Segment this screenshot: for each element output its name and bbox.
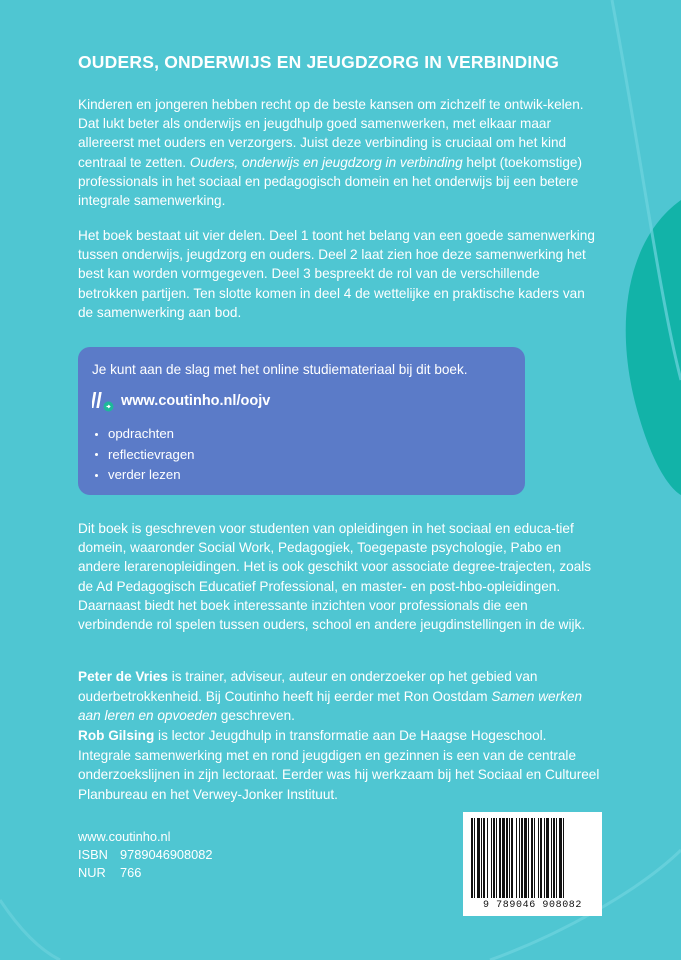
online-box-intro: Je kunt aan de slag met het online studiemateriaal bij dit boek. (92, 362, 468, 377)
audience-paragraph: Dit boek is geschreven voor studenten van opleidingen in het sociaal en educa-tief domein, waaronder Social Work, Pedagogiek, Toegepaste psychologie, Pabo en andere lerarenopleidingen. Het is ook geschikt voor associate degree-trajecten, zoals de Ad Pedagogisch Educatief Professional, en master- en post-hbo-opleidingen. Daarnaast biedt het boek interessante inzichten voor professionals die een verbindende rol spelen tussen ouders, school en andere jeugdinstellingen in de wijk. (78, 521, 592, 633)
online-material-list (92, 424, 511, 486)
barcode-bar (524, 818, 527, 898)
barcode-bar (556, 818, 557, 898)
bullet-icon (95, 433, 98, 436)
list-item: reflectievragen (92, 445, 511, 466)
list-item: verder lezen (92, 465, 511, 486)
barcode-bar (540, 818, 542, 898)
online-url-row[interactable] (92, 390, 511, 412)
barcode-bar (544, 818, 545, 898)
curve-line-top (612, 0, 681, 380)
barcode-bar (516, 818, 517, 898)
nur-row: NUR 766 (78, 864, 213, 882)
structure-paragraph: Het boek bestaat uit vier delen. Deel 1 toont het belang van een goede samenwerking tussen onderwijs, jeugdzorg en ouders. Deel 2 laat zien hoe deze samenwerking het best kan worden vormgegeven. Deel 3 bespreekt de rol van de verschillende betrokken partijen. Ten slotte komen in deel 4 de wettelijke en praktische kaders van de samenwerking aan bod. (78, 228, 595, 320)
barcode-bar (528, 818, 529, 898)
barcode-bar (509, 818, 510, 898)
author-name: Rob Gilsing (78, 728, 155, 743)
barcode-bar (493, 818, 495, 898)
page-title: OUDERS, ONDERWIJS EN JEUGDZORG IN VERBINDING (78, 52, 560, 72)
intro-text-part1: Kinderen en jongeren hebben recht op de beste kansen om zichzelf te ontwik-kelen. Dat lukt beter als onderwijs en jeugdhulp goed samenwerken, met elkaar maar allereerst met ouders en verzorgers. Juist deze verbinding is cruciaal om het kind centraal te zetten. (78, 97, 584, 170)
author-previous-work: Samen werken aan leren en opvoeden (78, 688, 583, 724)
barcode-bar (506, 818, 508, 898)
coutinho-logo-icon (92, 390, 114, 412)
nur-value: 766 (120, 865, 142, 881)
barcode-bar (487, 818, 488, 898)
barcode-digits: 9 789046 908082 (482, 900, 582, 911)
isbn-value: 9789046908082 (120, 847, 213, 863)
teal-corner-shape (626, 200, 681, 495)
author-bio-peter: Peter de Vries is trainer, adviseur, auteur en onderzoeker op het gebied van ouderbetrokkenheid. Bij Coutinho heeft hij eerder met Ron Oostdam Samen werken aan leren en opvoeden geschreven. (78, 669, 583, 724)
book-title-italic: Ouders, onderwijs en jeugdzorg in verbinding (189, 154, 463, 170)
barcode-bar (563, 818, 564, 898)
barcode-bar (519, 818, 520, 898)
bullet-icon (95, 474, 98, 477)
online-material-box (78, 347, 525, 495)
author-bio-rob: Rob Gilsing is lector Jeugdhulp in transformatie aan De Haagse Hogeschool. Integrale samenwerking met en rond jeugdigen en gezinnen is een van de centrale onderzoekslijnen in zijn lectoraat. Eerder was hij werkzaam bij het Sociaal en Cultureel Planbureau en het Verwey-Jonker Instituut. (78, 728, 600, 802)
barcode-bar (502, 818, 505, 898)
list-item: opdrachten (92, 424, 511, 445)
barcode-bar (559, 818, 562, 898)
barcode-bar (474, 818, 475, 898)
barcode-bar (481, 818, 482, 898)
intro-paragraph (78, 95, 600, 210)
barcode-bar (551, 818, 552, 898)
barcode-bar (553, 818, 555, 898)
barcode-bar (531, 818, 533, 898)
barcode-bar (477, 818, 480, 898)
barcode-bars (469, 818, 596, 898)
author-name: Peter de Vries (78, 669, 168, 684)
barcode-bar (471, 818, 473, 898)
barcode-bar (491, 818, 492, 898)
online-url-link[interactable]: www.coutinho.nl/oojv (121, 393, 271, 409)
intro-text-part2: helpt (toekomstige) professionals in het sociaal en pedagogisch domein en het onderwijs bij een betere integrale samenwerking. (78, 154, 583, 209)
barcode-bar (538, 818, 539, 898)
publication-info (78, 828, 213, 883)
barcode-bar (534, 818, 535, 898)
barcode-bar (546, 818, 549, 898)
barcode-bar (511, 818, 513, 898)
barcode-bar (483, 818, 485, 898)
publisher-website[interactable]: www.coutinho.nl (78, 829, 171, 844)
barcode (463, 812, 602, 916)
isbn-row: ISBN 9789046908082 (78, 846, 213, 864)
curve-line-left (0, 900, 60, 960)
barcode-bar (496, 818, 497, 898)
barcode-bar (521, 818, 523, 898)
barcode-bar (499, 818, 501, 898)
bullet-icon (95, 453, 98, 456)
